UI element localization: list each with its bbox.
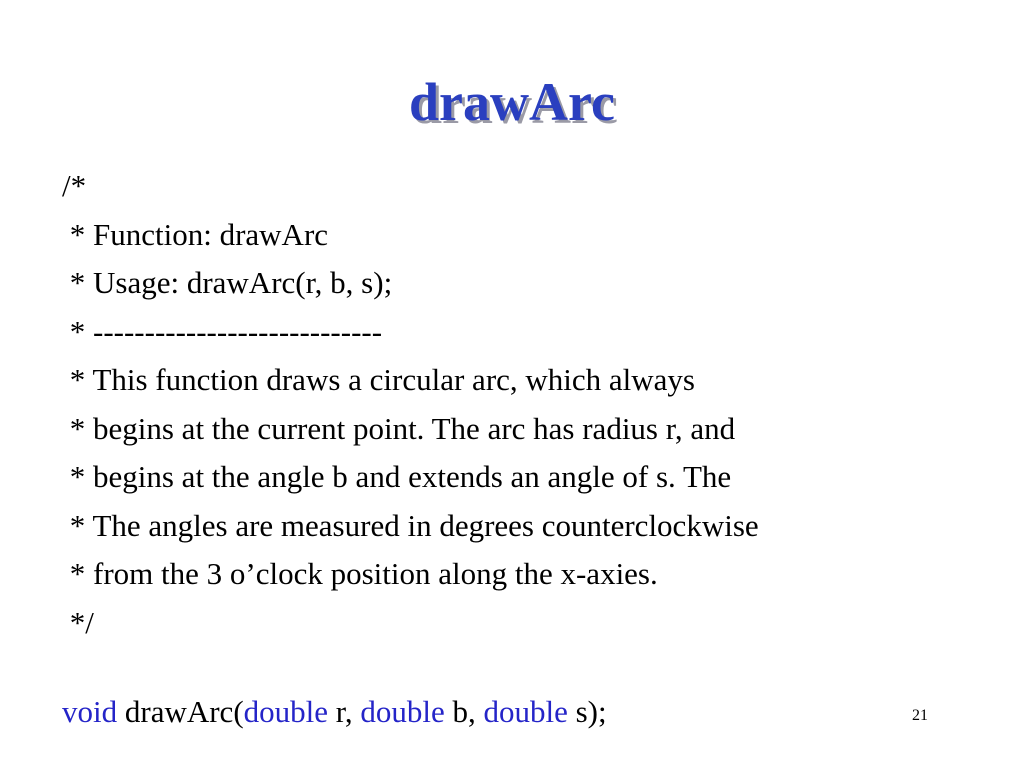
comment-line: * Function: drawArc — [62, 216, 329, 252]
comment-line: /* — [62, 168, 87, 203]
param-name: r, — [328, 694, 361, 729]
param-type-keyword: double — [360, 694, 445, 729]
param-name: s); — [567, 694, 607, 729]
param-type-keyword: double — [243, 694, 329, 729]
param-type-keyword: double — [483, 694, 568, 729]
comment-line: * This function draws a circular arc, which always — [62, 362, 695, 397]
comment-line: * Usage: drawArc(r, b, s); — [62, 265, 393, 300]
function-name: drawArc( — [117, 694, 244, 729]
function-signature — [62, 690, 607, 734]
code-comment-block — [62, 162, 1002, 647]
comment-line: * begins at the current point. The arc has radius r, and — [62, 410, 736, 446]
param-name: b, — [444, 694, 484, 729]
comment-line: * begins at the angle b and extends an angle of s. The — [62, 459, 732, 494]
comment-line: * ---------------------------- — [62, 313, 383, 349]
comment-line: * from the 3 o’clock position along the x-axies. — [62, 556, 658, 591]
comment-line: * The angles are measured in degrees counterclockwise — [62, 507, 759, 543]
comment-line: */ — [62, 604, 94, 640]
return-type-keyword: void — [62, 694, 118, 729]
slide-title: drawArc — [409, 72, 615, 132]
page-number: 21 — [912, 707, 928, 724]
